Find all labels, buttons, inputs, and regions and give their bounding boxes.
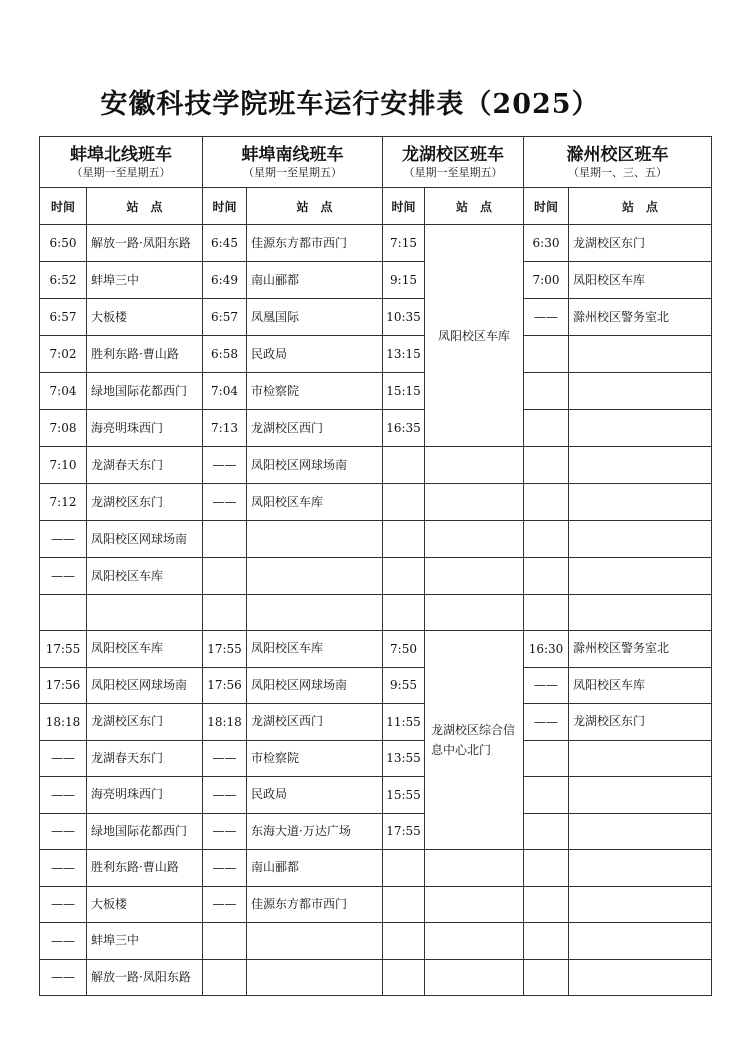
route-name: 蚌埠北线班车: [70, 145, 172, 165]
empty-cell: [247, 521, 383, 558]
stop-cell: 大板楼: [87, 886, 203, 923]
stop-cell: 绿地国际花都西门: [87, 813, 203, 850]
route-days: （星期一至星期五）: [243, 166, 342, 179]
empty-cell: [247, 595, 383, 631]
stop-cell: 凤阳校区车库: [569, 667, 712, 704]
empty-cell: [569, 813, 712, 850]
stop-cell: 凤阳校区车库: [87, 558, 203, 595]
empty-cell: [425, 521, 524, 558]
empty-cell: [247, 959, 383, 996]
longhu-stop-cell: 龙湖校区综合信息中心北门: [425, 631, 524, 850]
time-column-header: 时间: [383, 188, 425, 225]
time-cell: 17:55: [383, 813, 425, 850]
schedule-row: [40, 813, 712, 850]
route-days: （星期一、三、五）: [568, 166, 667, 179]
empty-cell: [569, 959, 712, 996]
time-cell: ——: [40, 923, 87, 960]
time-cell: 17:55: [40, 631, 87, 668]
stop-cell: 凤阳校区车库: [569, 262, 712, 299]
stop-cell: 解放一路·凤阳东路: [87, 225, 203, 262]
empty-cell: [425, 558, 524, 595]
time-cell: 16:35: [383, 410, 425, 447]
time-cell: 7:12: [40, 484, 87, 521]
time-cell: ——: [524, 667, 569, 704]
schedule-row: [40, 959, 712, 996]
time-cell: 7:13: [203, 410, 247, 447]
time-cell: 6:50: [40, 225, 87, 262]
empty-cell: [524, 336, 569, 373]
time-cell: 6:57: [203, 299, 247, 336]
time-cell: ——: [40, 886, 87, 923]
stop-cell: 龙湖校区东门: [87, 484, 203, 521]
time-cell: 6:52: [40, 262, 87, 299]
time-cell: 13:55: [383, 740, 425, 777]
empty-cell: [524, 373, 569, 410]
time-cell: ——: [524, 704, 569, 741]
route-header: [40, 137, 203, 188]
empty-cell: [247, 558, 383, 595]
stop-cell: 南山郦都: [247, 262, 383, 299]
empty-cell: [524, 777, 569, 814]
empty-cell: [425, 886, 524, 923]
stop-cell: 大板楼: [87, 299, 203, 336]
stop-cell: 凤凰国际: [247, 299, 383, 336]
route-header: [383, 137, 524, 188]
stop-cell: 凤阳校区车库: [247, 631, 383, 668]
empty-cell: [425, 923, 524, 960]
schedule-row: [40, 631, 712, 668]
time-cell: ——: [40, 740, 87, 777]
time-cell: ——: [40, 521, 87, 558]
empty-cell: [247, 923, 383, 960]
stop-cell: 凤阳校区网球场南: [247, 667, 383, 704]
time-cell: 7:04: [40, 373, 87, 410]
empty-cell: [383, 850, 425, 887]
time-cell: 7:00: [524, 262, 569, 299]
stop-cell: 海亮明珠西门: [87, 777, 203, 814]
route-header-row: [40, 137, 712, 188]
stop-cell: 市检察院: [247, 740, 383, 777]
time-cell: ——: [40, 850, 87, 887]
time-cell: ——: [40, 959, 87, 996]
stop-cell: 滁州校区警务室北: [569, 631, 712, 668]
time-cell: 18:18: [40, 704, 87, 741]
time-cell: 6:58: [203, 336, 247, 373]
stop-cell: 民政局: [247, 777, 383, 814]
stop-cell: 凤阳校区网球场南: [87, 667, 203, 704]
route-name: 蚌埠南线班车: [241, 145, 344, 165]
stop-cell: 东海大道·万达广场: [247, 813, 383, 850]
empty-cell: [524, 923, 569, 960]
time-cell: 10:35: [383, 299, 425, 336]
empty-cell: [524, 521, 569, 558]
schedule-row: [40, 886, 712, 923]
stop-cell: 龙湖春天东门: [87, 447, 203, 484]
stop-cell: 解放一路·凤阳东路: [87, 959, 203, 996]
stop-cell: 龙湖春天东门: [87, 740, 203, 777]
stop-cell: 民政局: [247, 336, 383, 373]
empty-cell: [383, 447, 425, 484]
time-cell: 6:49: [203, 262, 247, 299]
empty-cell: [524, 595, 569, 631]
stop-cell: 龙湖校区西门: [247, 704, 383, 741]
empty-cell: [524, 410, 569, 447]
stop-cell: 海亮明珠西门: [87, 410, 203, 447]
time-cell: 6:45: [203, 225, 247, 262]
time-cell: 7:04: [203, 373, 247, 410]
empty-cell: [569, 595, 712, 631]
empty-cell: [524, 959, 569, 996]
column-header-row: [40, 188, 712, 225]
stop-cell: 市检察院: [247, 373, 383, 410]
page-title: 安徽科技学院班车运行安排表（2025）: [100, 89, 600, 120]
empty-cell: [569, 484, 712, 521]
longhu-stop-cell: 凤阳校区车库: [425, 225, 524, 447]
empty-cell: [569, 740, 712, 777]
stop-cell: 南山郦都: [247, 850, 383, 887]
time-cell: 6:30: [524, 225, 569, 262]
stop-cell: 凤阳校区网球场南: [247, 447, 383, 484]
empty-cell: [383, 886, 425, 923]
empty-cell: [524, 813, 569, 850]
stop-cell: 凤阳校区网球场南: [87, 521, 203, 558]
stop-column-header: 站 点: [87, 188, 203, 225]
schedule-row: [40, 740, 712, 777]
time-cell: 18:18: [203, 704, 247, 741]
time-cell: 16:30: [524, 631, 569, 668]
time-column-header: 时间: [40, 188, 87, 225]
empty-cell: [524, 850, 569, 887]
empty-cell: [569, 886, 712, 923]
stop-column-header: 站 点: [247, 188, 383, 225]
empty-cell: [524, 447, 569, 484]
time-column-header: 时间: [203, 188, 247, 225]
time-cell: 13:15: [383, 336, 425, 373]
route-header: [203, 137, 383, 188]
empty-cell: [203, 959, 247, 996]
empty-cell: [383, 595, 425, 631]
time-cell: ——: [203, 850, 247, 887]
empty-cell: [569, 521, 712, 558]
stop-cell: 滁州校区警务室北: [569, 299, 712, 336]
empty-cell: [383, 923, 425, 960]
schedule-row: [40, 850, 712, 887]
empty-cell: [569, 850, 712, 887]
separator-row: [40, 595, 712, 631]
schedule-row: [40, 777, 712, 814]
time-cell: ——: [203, 447, 247, 484]
time-cell: 7:50: [383, 631, 425, 668]
time-cell: 7:08: [40, 410, 87, 447]
stop-cell: 龙湖校区东门: [569, 704, 712, 741]
stop-cell: 胜利东路·曹山路: [87, 336, 203, 373]
schedule-row: [40, 373, 712, 410]
empty-cell: [383, 484, 425, 521]
stop-cell: 龙湖校区东门: [87, 704, 203, 741]
schedule-row: [40, 262, 712, 299]
time-cell: ——: [203, 484, 247, 521]
route-days: （星期一至星期五）: [71, 166, 171, 179]
schedule-row: [40, 558, 712, 595]
stop-cell: 蚌埠三中: [87, 262, 203, 299]
empty-cell: [569, 336, 712, 373]
empty-cell: [40, 595, 87, 631]
schedule-row: [40, 336, 712, 373]
empty-cell: [524, 886, 569, 923]
empty-cell: [203, 558, 247, 595]
time-column-header: 时间: [524, 188, 569, 225]
schedule-row: [40, 521, 712, 558]
empty-cell: [569, 410, 712, 447]
time-cell: ——: [524, 299, 569, 336]
time-cell: ——: [203, 777, 247, 814]
route-name: 滁州校区班车: [566, 145, 669, 165]
schedule-row: [40, 923, 712, 960]
schedule-row: [40, 410, 712, 447]
empty-cell: [524, 558, 569, 595]
time-cell: ——: [203, 886, 247, 923]
empty-cell: [524, 484, 569, 521]
empty-cell: [87, 595, 203, 631]
empty-cell: [383, 558, 425, 595]
time-cell: 17:55: [203, 631, 247, 668]
empty-cell: [524, 740, 569, 777]
empty-cell: [425, 447, 524, 484]
time-cell: 7:02: [40, 336, 87, 373]
empty-cell: [383, 521, 425, 558]
time-cell: 15:15: [383, 373, 425, 410]
stop-column-header: 站 点: [425, 188, 524, 225]
bus-schedule-table: [39, 136, 712, 996]
schedule-row: [40, 484, 712, 521]
stop-cell: 龙湖校区西门: [247, 410, 383, 447]
empty-cell: [569, 373, 712, 410]
stop-cell: 龙湖校区东门: [569, 225, 712, 262]
time-cell: 7:10: [40, 447, 87, 484]
stop-cell: 凤阳校区车库: [247, 484, 383, 521]
empty-cell: [425, 959, 524, 996]
route-days: （星期一至星期五）: [403, 166, 503, 179]
stop-cell: 凤阳校区车库: [87, 631, 203, 668]
empty-cell: [569, 777, 712, 814]
time-cell: 11:55: [383, 704, 425, 741]
time-cell: 6:57: [40, 299, 87, 336]
time-cell: ——: [203, 740, 247, 777]
stop-cell: 佳源东方都市西门: [247, 225, 383, 262]
schedule-row: [40, 667, 712, 704]
stop-cell: 佳源东方都市西门: [247, 886, 383, 923]
stop-cell: 蚌埠三中: [87, 923, 203, 960]
route-name: 龙湖校区班车: [402, 145, 504, 165]
stop-cell: 绿地国际花都西门: [87, 373, 203, 410]
time-cell: 9:55: [383, 667, 425, 704]
schedule-row: [40, 225, 712, 262]
schedule-row: [40, 447, 712, 484]
empty-cell: [425, 595, 524, 631]
time-cell: ——: [40, 558, 87, 595]
stop-column-header: 站 点: [569, 188, 712, 225]
time-cell: 15:55: [383, 777, 425, 814]
empty-cell: [569, 447, 712, 484]
time-cell: 17:56: [40, 667, 87, 704]
empty-cell: [203, 595, 247, 631]
time-cell: 7:15: [383, 225, 425, 262]
schedule-row: [40, 704, 712, 741]
empty-cell: [383, 959, 425, 996]
empty-cell: [569, 558, 712, 595]
empty-cell: [203, 521, 247, 558]
empty-cell: [425, 850, 524, 887]
time-cell: 9:15: [383, 262, 425, 299]
time-cell: ——: [40, 777, 87, 814]
empty-cell: [569, 923, 712, 960]
time-cell: 17:56: [203, 667, 247, 704]
time-cell: ——: [203, 813, 247, 850]
route-header: [524, 137, 712, 188]
stop-cell: 胜利东路·曹山路: [87, 850, 203, 887]
schedule-row: [40, 299, 712, 336]
time-cell: ——: [40, 813, 87, 850]
empty-cell: [425, 484, 524, 521]
empty-cell: [203, 923, 247, 960]
